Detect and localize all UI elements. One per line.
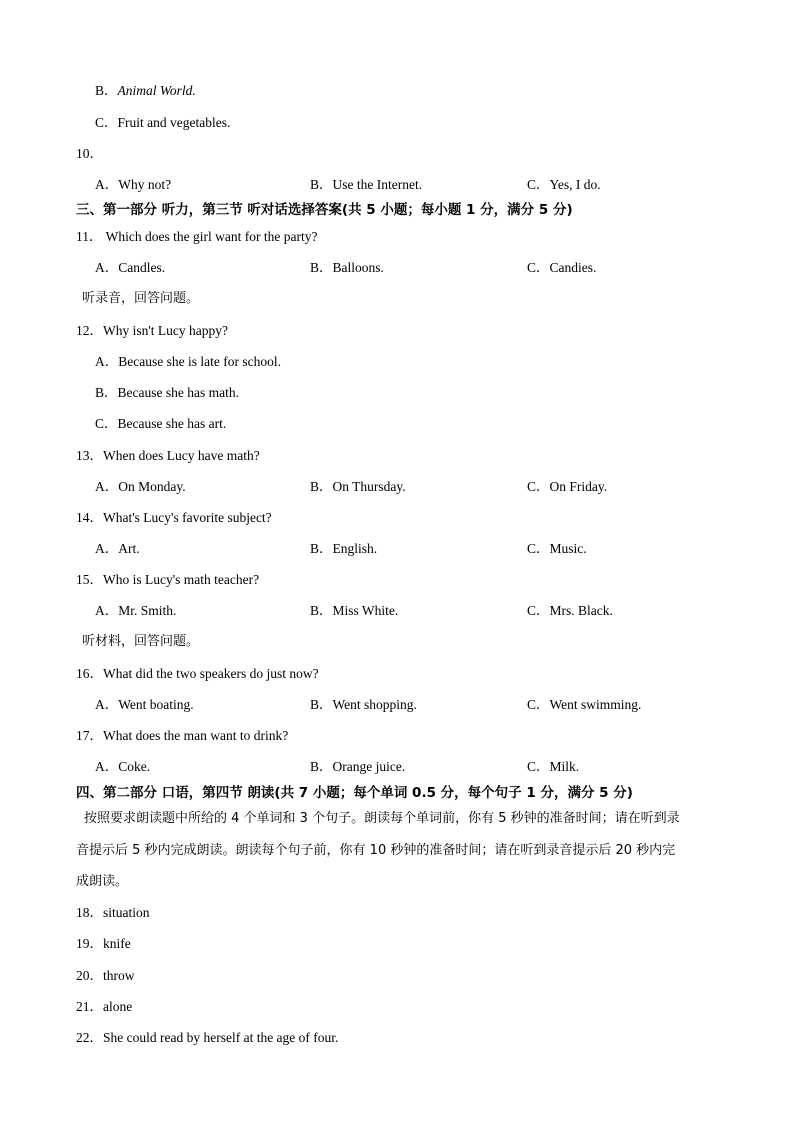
q13-question: 13．When does Lucy have math? [76, 448, 260, 463]
q10-number: 10． [76, 146, 103, 161]
q11-option-c: C．Candies. [527, 260, 597, 275]
q13-option-b: B．On Thursday. [310, 479, 406, 494]
q17-option-b: B．Orange juice. [310, 759, 406, 774]
q15-option-b: B．Miss White. [310, 603, 399, 618]
q15-option-a: A．Mr. Smith. [95, 603, 177, 618]
q9-option-b-letter: B． [95, 83, 118, 98]
section4-heading: 四、第二部分 口语，第四节 朗读(共 7 小题；每个单词 0.5 分，每个句子 1 分，满分 5 分) [76, 785, 633, 801]
q14-option-a: A．Art. [95, 541, 140, 556]
listening-instruction-2: 听材料，回答问题。 [82, 634, 200, 649]
q14-option-b: B．English. [310, 541, 378, 556]
q10-option-b: B．Use the Internet. [310, 177, 423, 192]
reading-item-22: 22．She could read by herself at the age of four. [76, 1030, 339, 1045]
q11-question: 11． Which does the girl want for the party? [76, 229, 318, 244]
q10-option-a: A．Why not? [95, 177, 172, 192]
q16-option-b: B．Went shopping. [310, 697, 417, 712]
reading-item-19: 19．knife [76, 936, 131, 951]
q9-option-c [95, 114, 230, 132]
q16-option-c: C．Went swimming. [527, 697, 642, 712]
section4-instruction-line-2: 音提示后 5 秒内完成朗读。朗读每个句子前，你有 10 秒钟的准备时间；请在听到录音提示后 20 秒内完 [76, 843, 676, 858]
q9-option-c-text: Fruit and vegetables. [117, 115, 231, 130]
listening-instruction-1: 听录音，回答问题。 [82, 291, 200, 306]
q14-option-c: C．Music. [527, 541, 587, 556]
q14-question: 14．What's Lucy's favorite subject? [76, 510, 272, 525]
q11-option-a: A．Candles. [95, 260, 166, 275]
q13-option-a: A．On Monday. [95, 479, 186, 494]
q12-question: 12．Why isn't Lucy happy? [76, 323, 229, 338]
q12-option-b: B．Because she has math. [95, 385, 239, 400]
reading-item-21: 21．alone [76, 999, 133, 1014]
section3-heading: 三、第一部分 听力，第三节 听对话选择答案(共 5 小题；每小题 1 分，满分 5 分) [76, 202, 573, 218]
q16-question: 16．What did the two speakers do just now? [76, 666, 319, 681]
q9-option-c-letter: C． [95, 115, 118, 130]
q13-option-c: C．On Friday. [527, 479, 608, 494]
q12-option-a: A．Because she is late for school. [95, 354, 281, 369]
q9-option-b-text: Animal World. [117, 83, 196, 98]
q16-option-a: A．Went boating. [95, 697, 194, 712]
section4-instruction-line-1: 按照要求朗读题中所给的 4 个单词和 3 个句子。朗读每个单词前，你有 5 秒钟的准备时间；请在听到录 [84, 811, 680, 826]
q15-question: 15．Who is Lucy's math teacher? [76, 572, 260, 587]
reading-item-20: 20．throw [76, 968, 135, 983]
q12-option-c: C．Because she has art. [95, 416, 227, 431]
reading-item-18: 18．situation [76, 905, 150, 920]
q17-option-c: C．Milk. [527, 759, 580, 774]
q10-option-c: C．Yes, I do. [527, 177, 601, 192]
q11-option-b: B．Balloons. [310, 260, 384, 275]
q17-question: 17．What does the man want to drink? [76, 728, 289, 743]
q17-option-a: A．Coke. [95, 759, 151, 774]
q15-option-c: C．Mrs. Black. [527, 603, 613, 618]
section4-instruction-line-3: 成朗读。 [76, 874, 129, 889]
q9-option-b [95, 82, 196, 100]
